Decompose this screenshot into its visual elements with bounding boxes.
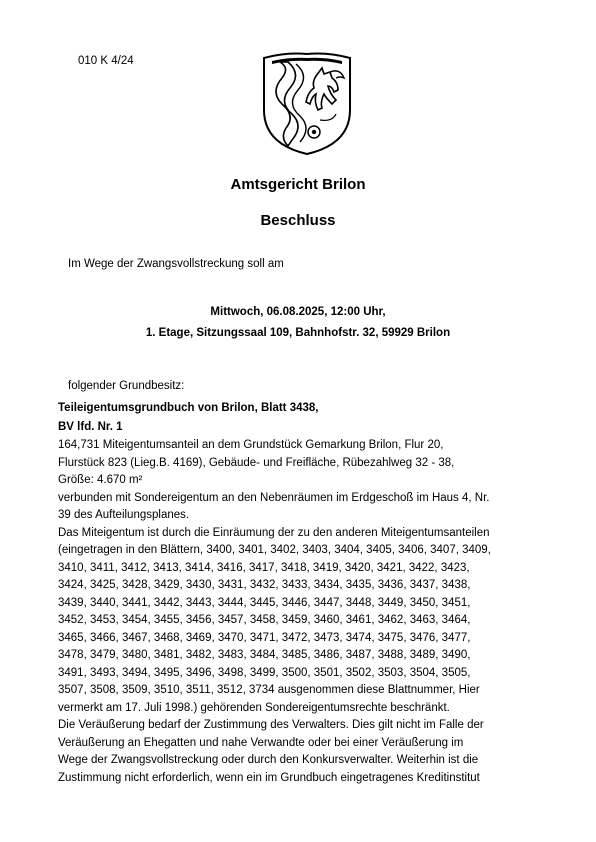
text-line: Die Veräußerung bedarf der Zustimmung des Verwalters. Dies gilt nicht im Falle der	[58, 719, 484, 731]
case-number: 010 K 4/24	[78, 55, 134, 67]
auction-location: 1. Etage, Sitzungssaal 109, Bahnhofstr. 32, 59929 Brilon	[145, 327, 451, 339]
text-line: Wege der Zwangsvollstreckung oder durch den Konkursverwalter. Weiterhin ist die	[58, 754, 479, 766]
land-register-heading: Teileigentumsgrundbuch von Brilon, Blatt 3438,	[58, 402, 319, 414]
nrw-coat-of-arms-icon	[258, 48, 356, 158]
text-line: 3452, 3453, 3454, 3455, 3456, 3457, 3458, 3459, 3460, 3461, 3462, 3463, 3464,	[58, 614, 471, 626]
text-line: Das Miteigentum ist durch die Einräumung der zu den anderen Miteigentumsanteilen	[58, 526, 490, 539]
text-line: vermerkt am 17. Juli 1998.) gehörenden Sondereigentumsrechte beschränkt.	[58, 701, 450, 714]
text-line: (eingetragen in den Blättern, 3400, 3401, 3402, 3403, 3404, 3405, 3406, 3407, 3409,	[58, 544, 491, 556]
text-line: 3410, 3411, 3412, 3413, 3414, 3416, 3417, 3418, 3419, 3420, 3421, 3422, 3423,	[58, 561, 470, 574]
text-line: 3491, 3493, 3494, 3495, 3496, 3498, 3499, 3500, 3501, 3502, 3503, 3504, 3505,	[58, 666, 471, 679]
text-line: 3424, 3425, 3428, 3429, 3430, 3431, 3432, 3433, 3434, 3435, 3436, 3437, 3438,	[58, 579, 471, 591]
inventory-number: BV lfd. Nr. 1	[58, 421, 123, 433]
property-intro: folgender Grundbesitz:	[68, 380, 185, 392]
text-line: 3507, 3508, 3509, 3510, 3511, 3512, 3734 ausgenommen diese Blattnummer, Hier	[58, 684, 480, 696]
text-line: 3478, 3479, 3480, 3481, 3482, 3483, 3484, 3485, 3486, 3487, 3488, 3489, 3490,	[58, 649, 471, 661]
auction-date: Mittwoch, 06.08.2025, 12:00 Uhr,	[210, 306, 386, 318]
document-title: Beschluss	[260, 212, 336, 229]
intro-text: Im Wege der Zwangsvollstreckung soll am	[68, 258, 284, 270]
court-name: Amtsgericht Brilon	[230, 176, 366, 193]
text-line: 39 des Aufteilungsplanes.	[58, 509, 190, 521]
text-line: Größe: 4.670 m²	[58, 474, 143, 486]
property-description	[58, 437, 528, 787]
text-line: Veräußerung an Ehegatten und nahe Verwandte oder bei einer Veräußerung im	[58, 736, 464, 749]
text-line: 3439, 3440, 3441, 3442, 3443, 3444, 3445, 3446, 3447, 3448, 3449, 3450, 3451,	[58, 596, 471, 609]
text-line: 164,731 Miteigentumsanteil an dem Grundstück Gemarkung Brilon, Flur 20,	[58, 439, 444, 451]
text-line: Zustimmung nicht erforderlich, wenn ein im Grundbuch eingetragenes Kreditinstitut	[58, 771, 480, 784]
text-line: verbunden mit Sondereigentum an den Nebenräumen im Erdgeschoß im Haus 4, Nr.	[58, 491, 490, 504]
text-line: Flurstück 823 (Lieg.B. 4169), Gebäude- und Freifläche, Rübezahlweg 32 - 38,	[58, 456, 455, 469]
text-line: 3465, 3466, 3467, 3468, 3469, 3470, 3471, 3472, 3473, 3474, 3475, 3476, 3477,	[58, 631, 471, 644]
